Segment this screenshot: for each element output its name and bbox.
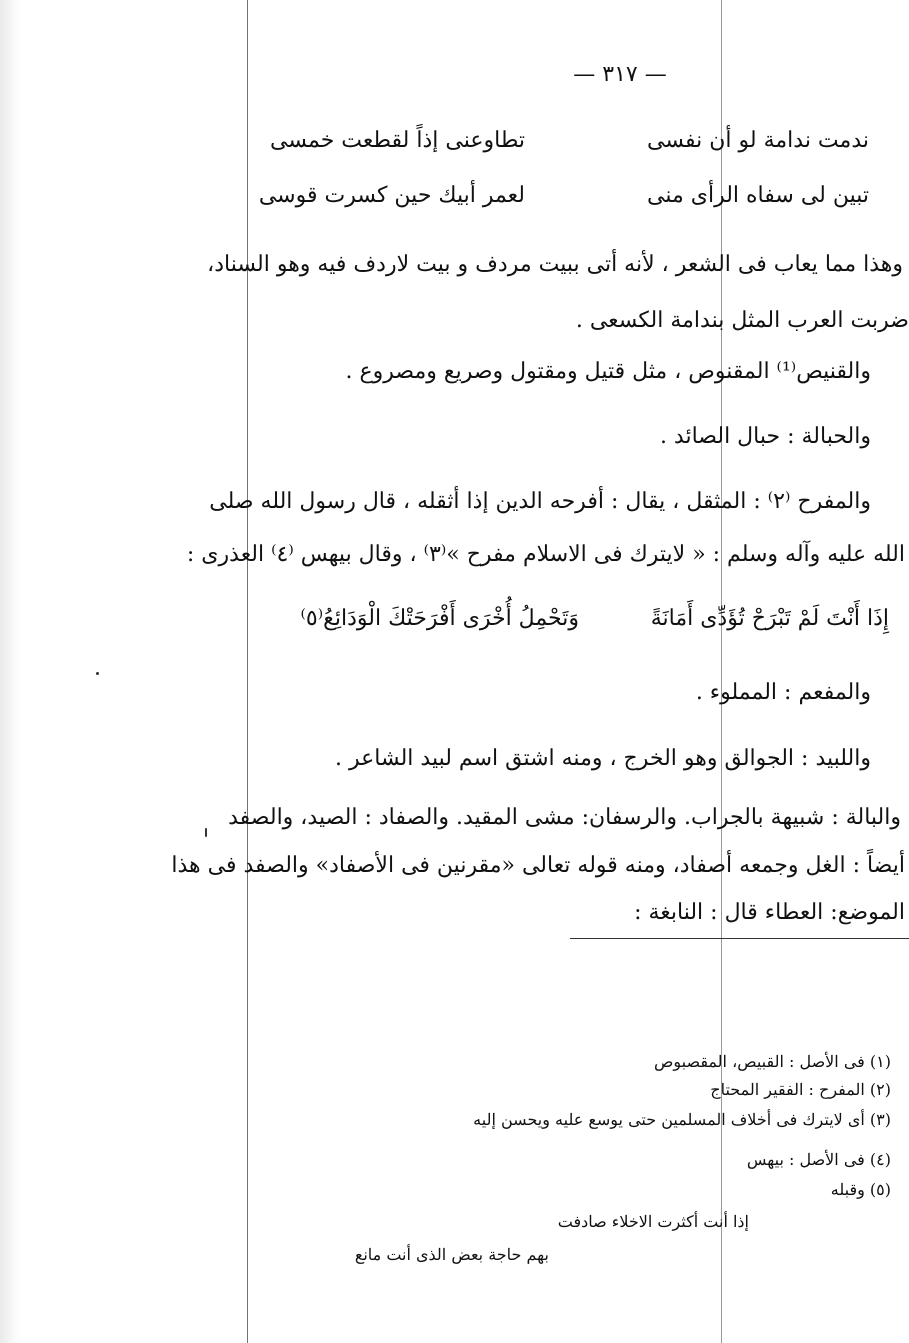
text-line: أيضاً : الغل وجمعه أصفاد، ومنه قوله تعالى «مقرنين فى الأصفاد» والصفد فى هذا xyxy=(171,853,905,878)
footnote-1: (١) فى الأصل : القبيص، المقصبوص xyxy=(654,1052,891,1071)
text-line: الله عليه وآله وسلم : « لايترك فى الاسلام مفرح »⁽٣⁾ ، وقال بيهس ⁽٤⁾ العذرى : xyxy=(186,542,905,567)
footnote-verse-2: بهم حاجة بعض الذى أنت مانع xyxy=(354,1245,549,1264)
footnote-3: (٣) أى لايترك فى أخلاف المسلمين حتى يوسع عليه ويحسن إليه xyxy=(473,1110,891,1129)
footnote-5: (٥) وقبله xyxy=(830,1180,891,1199)
verse-1-left: تطاوعنى إذاً لقطعت خمسى xyxy=(270,128,525,153)
page-edge xyxy=(0,0,22,1343)
text-line: والمفرح ⁽٢⁾ : المثقل ، يقال : أفرحه الدين إذا أثقله ، قال رسول الله صلى xyxy=(209,489,871,514)
verse-1-right: ندمت ندامة لو أن نفسى xyxy=(647,128,869,153)
verse-3-left: وَتَحْمِلُ أُخْرَى أَفْرَحَتْكَ الْوَدَائِعُ⁽٥⁾ xyxy=(300,606,579,631)
footnote-4: (٤) فى الأصل : بيهس xyxy=(746,1150,891,1169)
ink-speck xyxy=(96,672,99,675)
ink-speck xyxy=(205,828,207,837)
text-line: والقنيص⁽¹⁾ المقنوص ، مثل قتيل ومقتول وصريع ومصروع . xyxy=(345,359,871,384)
text-line: والبالة : شبيهة بالجراب. والرسفان: مشى المقيد. والصفاد : الصيد، والصفد xyxy=(228,805,901,830)
margin-line xyxy=(247,0,248,1343)
verse-3-right: إِذَا أَنْتَ لَمْ تَبْرَحْ تُؤَدِّى أَمَانَةً xyxy=(650,606,889,631)
text-line: الموضع: العطاء قال : النابغة : xyxy=(634,900,905,925)
verse-2-left: لعمر أبيك حين كسرت قوسى xyxy=(258,183,525,208)
footnote-verse-1: إذا أنت أكثرت الاخلاء صادفت xyxy=(557,1212,749,1231)
footnote-divider xyxy=(570,938,909,939)
page-number: — ٣١٧ — xyxy=(573,62,667,87)
footnote-2: (٢) المفرح : الفقير المحتاج xyxy=(710,1080,891,1099)
text-line: والحبالة : حبال الصائد . xyxy=(659,424,871,449)
text-line: وهذا مما يعاب فى الشعر ، لأنه أتى ببيت مردف و بيت لاردف فيه وهو السناد، xyxy=(207,252,903,277)
text-line: واللبيد : الجوالق وهو الخرج ، ومنه اشتق اسم لبيد الشاعر . xyxy=(335,746,871,771)
verse-2-right: تبين لى سفاه الرأى منى xyxy=(647,183,869,208)
text-line: ضربت العرب المثل بندامة الكسعى . xyxy=(575,308,909,333)
text-line: والمفعم : المملوء . xyxy=(695,680,871,705)
